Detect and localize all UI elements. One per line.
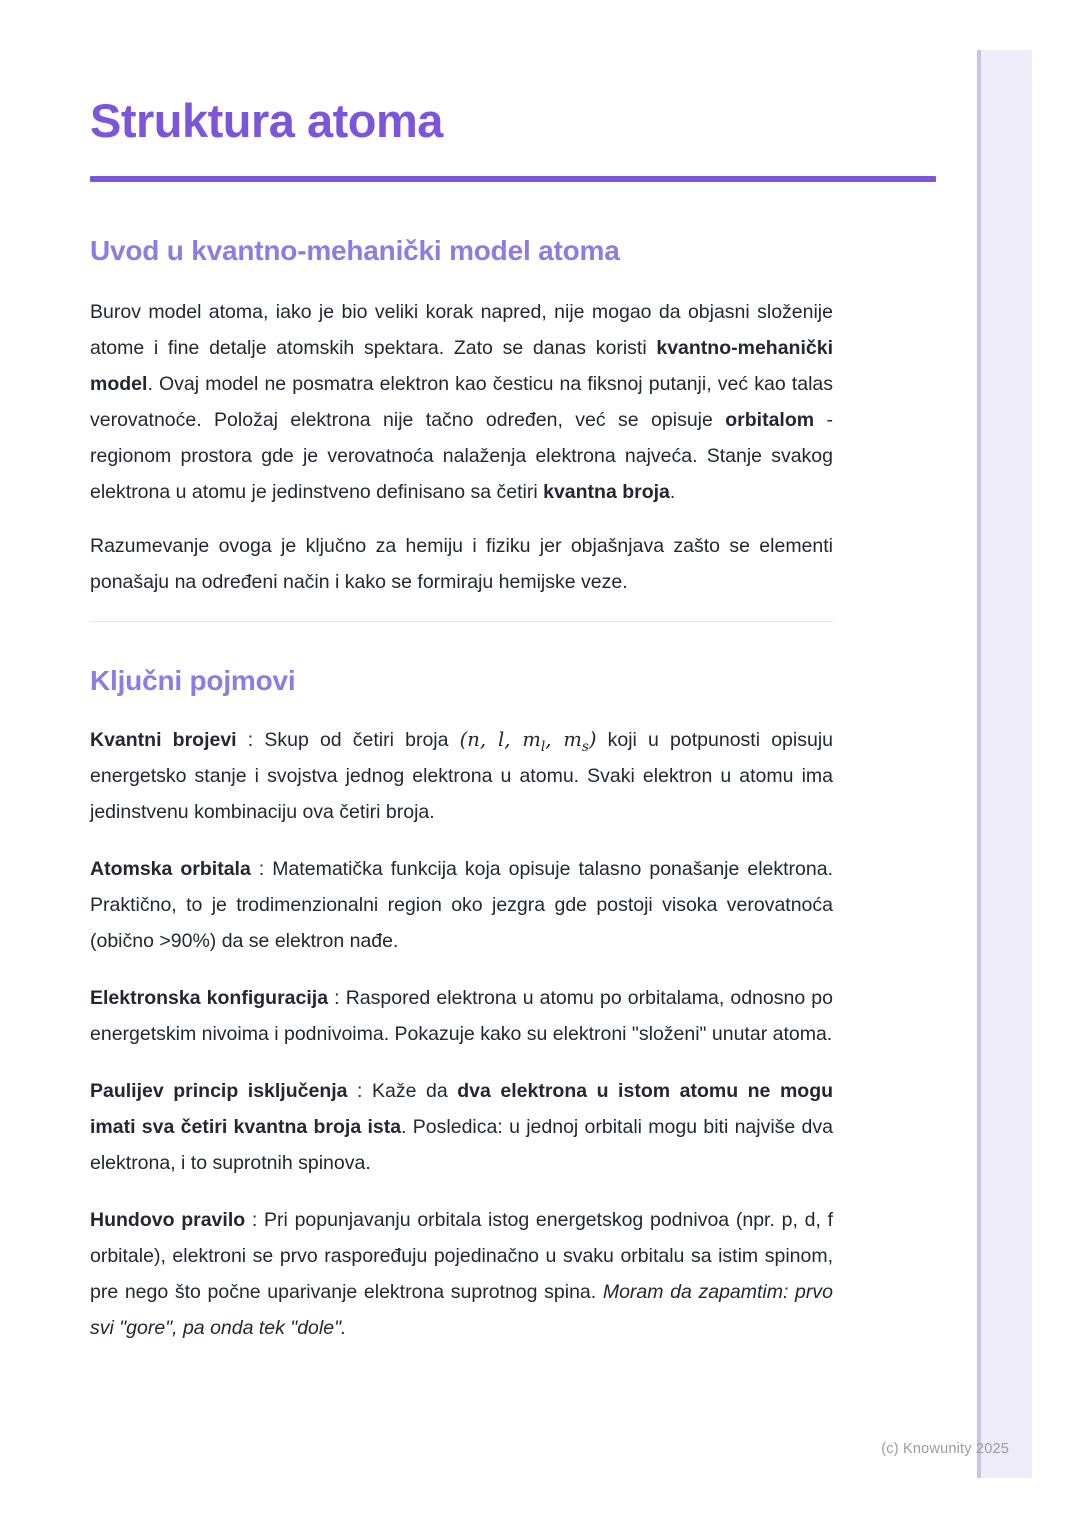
section-heading-key-terms: Ključni pojmovi (90, 665, 296, 696)
intro-paragraph-2: Razumevanje ovoga je ključno za hemiju i fiziku jer objašnjava zašto se elementi ponašaju na određeni način i kako se formiraju hemijske veze. (90, 535, 833, 593)
intro-paragraph-1: Burov model atoma, iako je bio veliki korak napred, nije mogao da objasni složenije atome i fine detalje atomskih spektara. Zato se danas koristi kvantno-mehanički model. Ovaj model ne posmatra elektron kao česticu na fiksnoj putanji, već kao talas verovatnoće. Položaj elektrona nije tačno određen, već se opisuje orbitalom - regionom prostora gde je verovatnoća nalaženja elektrona najveća. Stanje svakog elektrona u atomu je jedinstveno definisano sa četiri kvantna broja. (90, 301, 833, 503)
term-hundovo-pravilo: Hundovo pravilo : Pri popunjavanju orbitala istog energetskog podnivoa (npr. p, d, f orbitale), elektroni se prvo raspoređuju pojedinačno u svaku orbitalu sa istim spinom, pre nego što počne uparivanje elektrona suprotnog spina. Moram da zapamtim: prvo svi "gore", pa onda tek "dole". (90, 1209, 834, 1339)
page-title: Struktura atoma (90, 94, 443, 147)
page-edge-strip (977, 50, 1032, 1478)
copyright-notice: (c) Knowunity 2025 (881, 1441, 1009, 1457)
term-paulijev-princip: Paulijev princip isključenja : Kaže da dva elektrona u istom atomu ne mogu imati sva četiri kvantna broja ista. Posledica: u jednoj orbitali mogu biti najviše dva elektrona, i to suprotnih spinova. (90, 1080, 834, 1174)
term-kvantni-brojevi: Kvantni brojevi : Skup od četiri broja (n, l, $m_l$, $m_s$) koji u potpunosti opisuju energetsko stanje i svojstva jednog elektrona u atomu. Svaki elektron u atomu ima jedinstvenu kombinaciju ova četiri broja. (90, 728, 833, 823)
term-atomska-orbitala: Atomska orbitala : Matematička funkcija koja opisuje talasno ponašanje elektrona. Praktično, to je trodimenzionalni region oko jezgra gde postoji visoka verovatnoća (obično >90%) da se elektron nađe. (90, 858, 833, 952)
section-divider (90, 621, 833, 622)
section-heading-intro: Uvod u kvantno-mehanički model atoma (90, 235, 620, 266)
title-rule (90, 176, 936, 182)
term-elektronska-konfiguracija: Elektronska konfiguracija : Raspored elektrona u atomu po orbitalama, odnosno po energetskim nivoima i podnivoima. Pokazuje kako su elektroni "složeni" unutar atoma. (90, 987, 833, 1045)
notes-content (90, 0, 833, 1346)
